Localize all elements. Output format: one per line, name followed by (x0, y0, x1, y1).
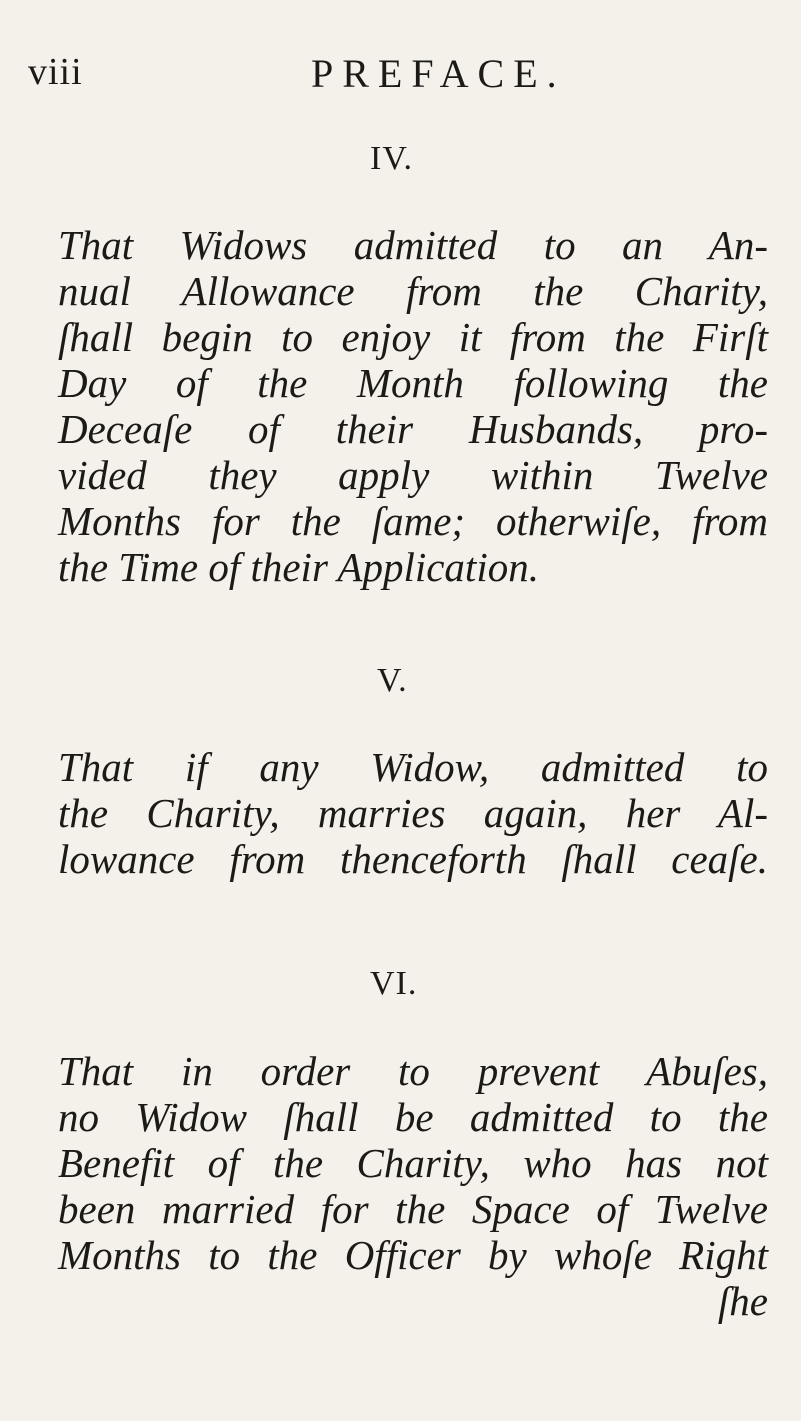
text-line: Months to the Officer by whoſe Right (58, 1232, 768, 1278)
text-line: no Widow ſhall be admitted to the (58, 1094, 768, 1140)
section-number-iv: IV. (370, 140, 413, 177)
text-line: the Time of their Application. (58, 544, 539, 590)
text-line: nual Allowance from the Charity, (58, 268, 768, 314)
text-line: lowance from thenceforth ſhall ceaſe. (58, 836, 768, 882)
text-line: That in order to prevent Abuſes, (58, 1048, 768, 1094)
catchword: ſhe (717, 1278, 768, 1324)
section-v-text (58, 744, 768, 882)
section-number-vi: VI. (370, 965, 418, 1002)
section-vi-text (58, 1048, 768, 1324)
text-line: the Charity, marries again, her Al- (58, 790, 768, 836)
page-number: viii (28, 51, 83, 93)
text-line: Day of the Month following the (58, 360, 768, 406)
text-line: Months for the ſame; otherwiſe, from (58, 498, 768, 544)
text-line: That if any Widow, admitted to (58, 744, 768, 790)
text-line: Benefit of the Charity, who has not (58, 1140, 768, 1186)
text-line: vided they apply within Twelve (58, 452, 768, 498)
text-line: been married for the Space of Twelve (58, 1186, 768, 1232)
text-line: ſhall begin to enjoy it from the Firſt (58, 314, 768, 360)
section-iv-text (58, 222, 768, 590)
section-number-v: V. (377, 662, 408, 699)
running-head: PREFACE. (311, 51, 566, 96)
text-line: That Widows admitted to an An- (58, 222, 768, 268)
text-line: Deceaſe of their Husbands, pro- (58, 406, 768, 452)
